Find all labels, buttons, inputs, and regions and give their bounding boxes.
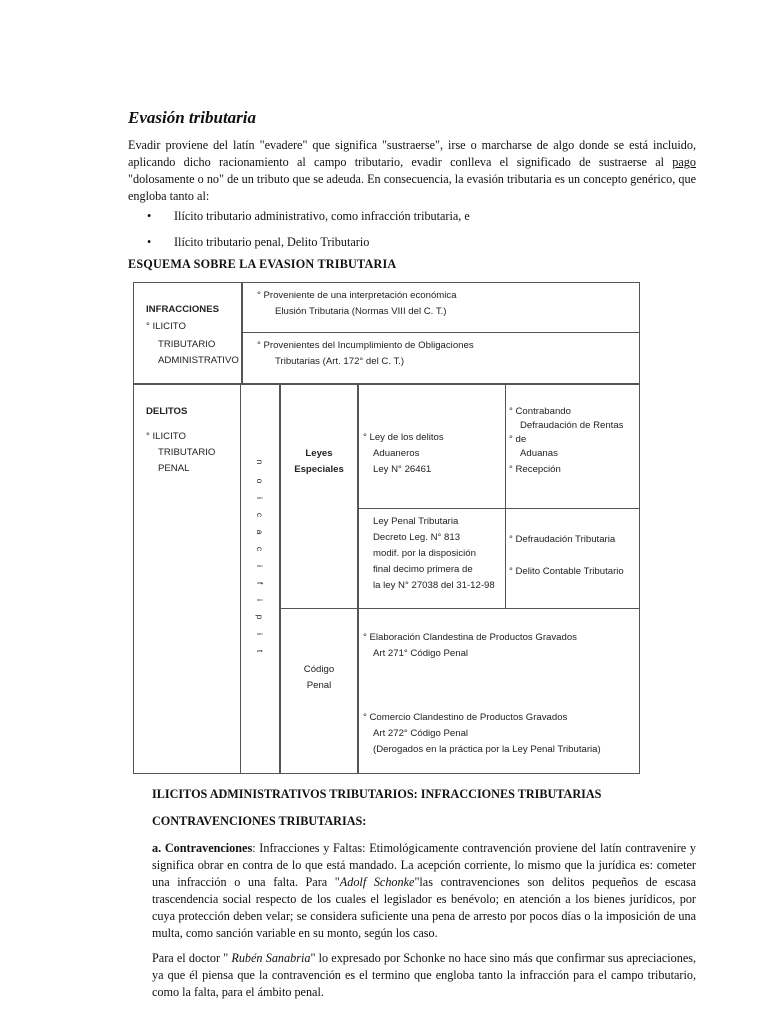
aduaneros-line: Ley N° 26461 [373,464,432,475]
label-contravenciones: Contravenciones [164,841,253,855]
pago-link[interactable]: pago [672,155,696,169]
intro-paragraph [128,137,696,205]
codigo-penal-cell [280,608,358,774]
contrabando-line: Aduanas [520,448,558,459]
subsection-heading: CONTRAVENCIONES TRIBUTARIAS: [152,814,367,828]
contrabando-line: ° Contrabando [509,406,571,417]
vertical-letter: i [255,565,265,567]
penal-trib-line: final decimo primera de [373,564,473,575]
contrabando-line: ° de [509,434,527,445]
label-a: a. [152,841,165,855]
contrabando-line: ° Recepción [509,464,561,475]
author-sanabria: Rubén Sanabria [231,951,311,965]
penal-trib-line: modif. por la disposición [373,548,476,559]
penal-trib-line: Decreto Leg. N° 813 [373,532,461,543]
leyes-line: Especiales [294,464,344,475]
intro-text-1: Evadir proviene del latín "evadere" que significa "sustraerse", irse o marcharse de algo donde se está incluido, aplicando dicho racionamiento al campo tributario, evadir conlleva el significado de sustraerse al [128,138,696,169]
ley-penal-tributaria-cell [358,508,507,610]
aduaneros-line: Aduaneros [373,448,420,459]
vertical-letter: n [255,459,265,465]
leyes-especiales-cell [280,384,358,610]
infracciones-line: ADMINISTRATIVO [158,355,239,366]
list-item-text: Ilícito tributario administrativo, como infracción tributaria, e [174,209,470,223]
infracciones-cell [133,282,242,384]
penal-trib-line: la ley N° 27038 del 31-12-98 [373,580,495,591]
delitos-line: TRIBUTARIO [158,447,216,458]
penal-trib-line: Ley Penal Tributaria [373,516,459,527]
delitos-line: PENAL [158,463,190,474]
scheme-heading: ESQUEMA SOBRE LA EVASION TRIBUTARIA [128,257,397,271]
sanabria-text-1: Para el doctor " [152,951,232,965]
contrabando-line: Defraudación de Rentas [520,420,624,431]
document-title: Evasión tributaria [128,108,257,127]
contravenciones-text-2: "las contravenciones son delitos pequeños de escasa trascendencia social respecto de los cuales el legislador es benévolo; en atención a los bienes jurídicos, por cuya protección deben velar; se considera suficiente una pena de arresto por pocos días o la imposición de una multa, como sanción variable en su monto, según los caso. [152,875,696,940]
sanabria-text-2: " lo expresado por Schonke no hace sino más que confirmar sus apreciaciones, ya que él piensa que la contravención es el termino que engloba tanto la infracción para el campo tributario, como la falta, para el ámbito penal. [152,951,697,999]
infr-row2-line: ° Provenientes del Incumplimiento de Obligaciones [257,340,474,351]
codigo-line: Código [303,664,335,675]
comercio-line: Art 272° Código Penal [373,728,469,739]
delitos-line: ° ILICITO [146,431,186,442]
defraud-line: ° Defraudación Tributaria [509,534,616,545]
contravenciones-text-1: : Infracciones y Faltas: Etimológicamente contravención proviene del latín contravenire y significa obrar en contra de lo que está mandado. La acepción corriente, lo mismo que la jurídica es: cometer una infracción o una falta. Para " [152,841,697,889]
tipificacion-column [240,384,280,774]
comercio-line: (Derogados en la práctica por la Ley Penal Tributaria) [373,744,601,755]
section-heading: ILICITOS ADMINISTRATIVOS TRIBUTARIOS: INFRACCIONES TRIBUTARIAS [152,787,602,801]
aduaneros-cell [358,384,507,510]
vertical-letter: o [255,478,265,484]
infracciones-line: TRIBUTARIO [158,339,216,350]
vertical-letter: f [255,581,265,585]
infr-row1-line: Elusión Tributaria (Normas VIII del C. T.) [275,306,447,317]
vertical-letter: c [255,512,265,518]
contravenciones-paragraph [152,840,696,942]
leyes-line: Leyes [305,448,333,459]
clandestino-cell [358,608,640,774]
infracciones-line: ° ILICITO [146,321,186,332]
infr-row1-cell [242,282,640,334]
elab-line: Art 271° Código Penal [373,648,469,659]
vertical-letter: a [255,529,265,535]
intro-text-2: "dolosamente o no" de un tributo que se adeuda. En consecuencia, la evasión tributaria es un concepto genérico, que engloba tanto al: [128,172,696,203]
evasion-scheme-diagram [133,282,640,774]
author-schonke: Adolf Schonke [339,875,415,889]
elab-line: ° Elaboración Clandestina de Productos Gravados [363,632,577,643]
vertical-letter: i [255,497,265,499]
contrabando-cell [505,384,640,510]
bullet-icon: • [147,235,152,249]
vertical-letter: i [255,599,265,601]
infr-row2-line: Tributarias (Art. 172° del C. T.) [275,356,405,367]
infr-row1-line: ° Proveniente de una interpretación económica [257,290,457,301]
codigo-line: Penal [306,680,332,691]
bullet-icon: • [147,209,152,223]
vertical-letter: t [255,649,265,653]
infracciones-title: INFRACCIONES [146,304,220,315]
delitos-title: DELITOS [146,406,188,417]
defraudacion-cell [505,508,640,610]
vertical-letter: c [255,546,265,552]
aduaneros-line: ° Ley de los delitos [363,432,444,443]
vertical-letter: i [255,633,265,635]
comercio-line: ° Comercio Clandestino de Productos Gravados [363,712,568,723]
infr-row2-cell [242,332,640,384]
vertical-text [241,385,279,773]
list-item-text: Ilícito tributario penal, Delito Tributario [174,235,370,249]
sanabria-paragraph [152,950,696,1001]
defraud-line: ° Delito Contable Tributario [509,566,624,577]
vertical-letter: p [255,614,265,620]
delitos-cell [133,384,242,774]
